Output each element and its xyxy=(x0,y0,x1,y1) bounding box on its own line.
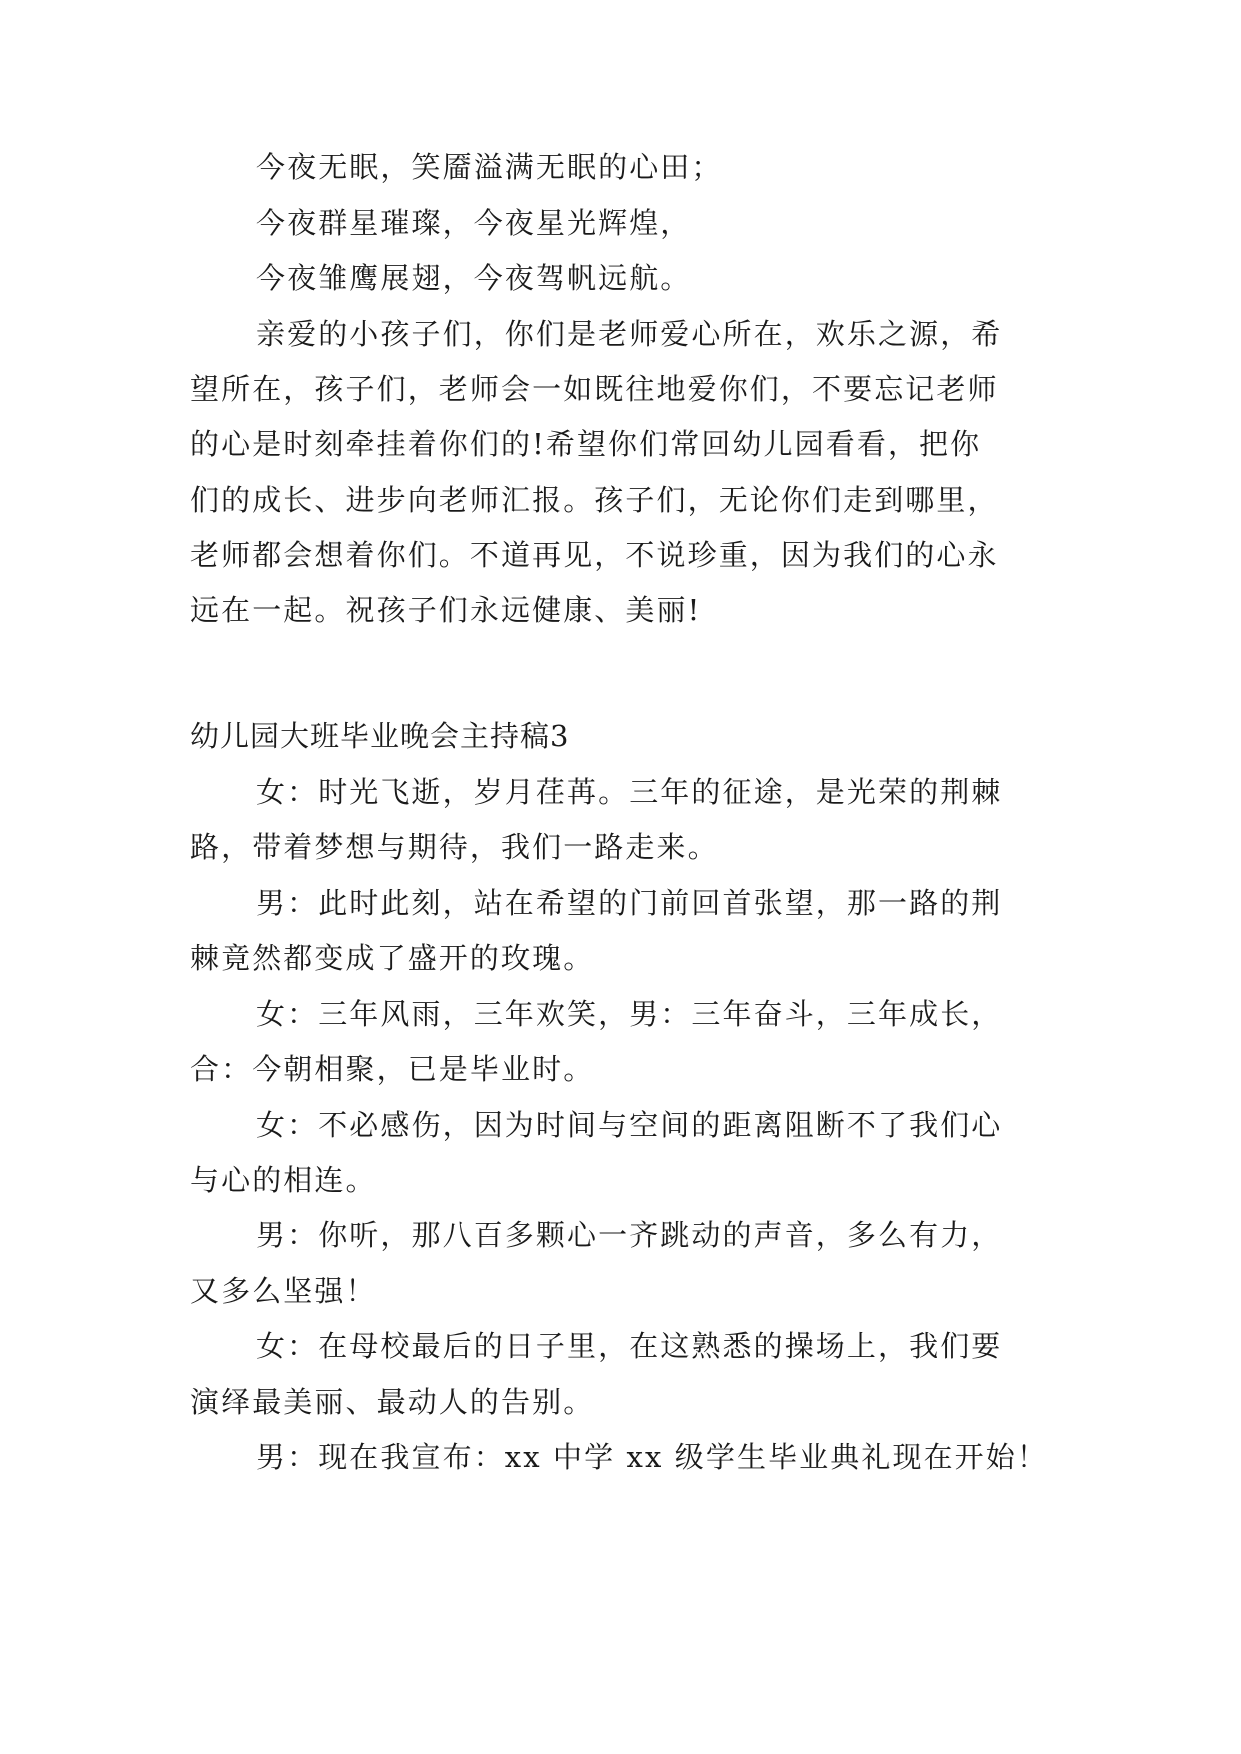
script-line: 女：时光飞逝，岁月荏苒。三年的征途，是光荣的荆棘 xyxy=(256,775,1003,809)
script-line: 与心的相连。 xyxy=(190,1163,377,1197)
poem-line: 今夜群星璀璨，今夜星光辉煌， xyxy=(256,206,692,240)
script-line: 男：此时此刻，站在希望的门前回首张望，那一路的荆 xyxy=(256,886,1003,920)
paragraph-line: 的心是时刻牵挂着你们的!希望你们常回幼儿园看看，把你 xyxy=(190,427,982,461)
script-line: 女：在母校最后的日子里，在这熟悉的操场上，我们要 xyxy=(256,1329,1003,1363)
section-title: 幼儿园大班毕业晚会主持稿3 xyxy=(190,719,570,753)
paragraph-line: 远在一起。祝孩子们永远健康、美丽! xyxy=(190,593,702,627)
script-line: 男：你听，那八百多颗心一齐跳动的声音，多么有力， xyxy=(256,1218,1003,1252)
paragraph-line: 们的成长、进步向老师汇报。孩子们，无论你们走到哪里， xyxy=(190,483,999,517)
script-line: 女：不必感伤，因为时间与空间的距离阻断不了我们心 xyxy=(256,1108,1003,1142)
paragraph-line: 望所在，孩子们，老师会一如既往地爱你们，不要忘记老师 xyxy=(190,372,999,406)
script-line: 棘竟然都变成了盛开的玫瑰。 xyxy=(190,941,595,975)
script-line: 又多么坚强！ xyxy=(190,1274,377,1308)
script-line: 路，带着梦想与期待，我们一路走来。 xyxy=(190,830,719,864)
script-line: 演绎最美丽、最动人的告别。 xyxy=(190,1385,595,1419)
script-line: 合：今朝相聚，已是毕业时。 xyxy=(190,1052,595,1086)
paragraph-line: 亲爱的小孩子们，你们是老师爱心所在，欢乐之源，希 xyxy=(256,317,1003,351)
poem-line: 今夜无眠，笑靥溢满无眠的心田； xyxy=(256,150,723,184)
paragraph-line: 老师都会想着你们。不道再见，不说珍重，因为我们的心永 xyxy=(190,538,999,572)
script-line: 女：三年风雨，三年欢笑，男：三年奋斗，三年成长， xyxy=(256,997,1003,1031)
script-line: 男：现在我宣布：xx 中学 xx 级学生毕业典礼现在开始！ xyxy=(256,1440,1048,1474)
poem-line: 今夜雏鹰展翅，今夜驾帆远航。 xyxy=(256,261,692,295)
